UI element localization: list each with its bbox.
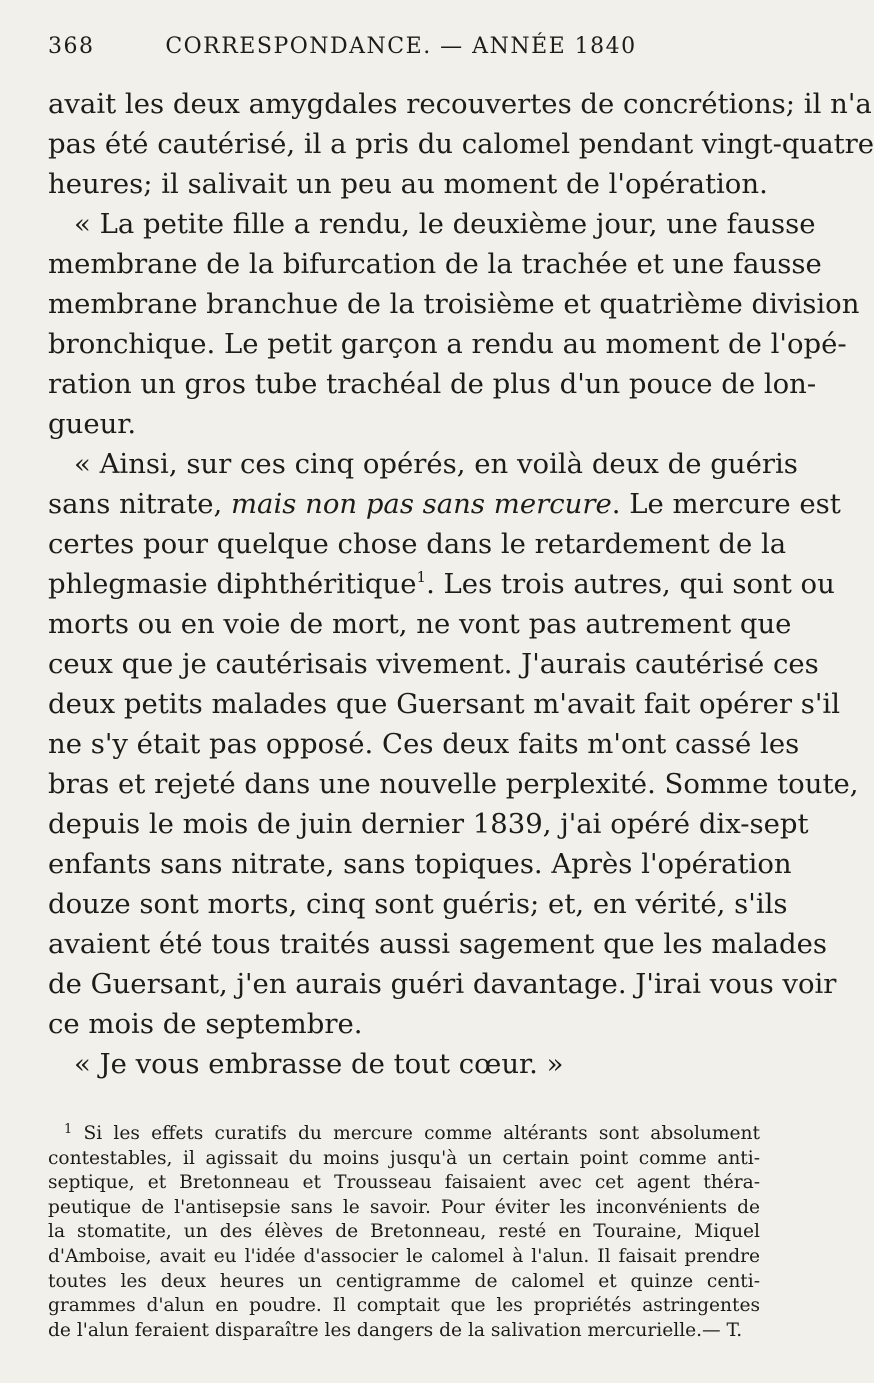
- footnote-line: la stomatite, un des élèves de Bretonneau, resté en Touraine, Miquel: [48, 1221, 760, 1243]
- text-line: phlegmasie diphthéritique$^1$. Les trois autres, qui sont ou: [48, 568, 835, 600]
- footnotes: [48, 1122, 760, 1343]
- text-line: ceux que je cautérisais vivement. J'aurais cautérisé ces: [48, 648, 819, 680]
- text-line: « Je vous embrasse de tout cœur. »: [74, 1048, 564, 1080]
- text-line: heures; il salivait un peu au moment de l'opération.: [48, 168, 768, 200]
- text-line: ce mois de septembre.: [48, 1008, 363, 1040]
- text-line: ration un gros tube trachéal de plus d'un pouce de lon-: [48, 368, 817, 400]
- text-line: gueur.: [48, 408, 137, 440]
- footnote-line: $^1$ Si les effets curatifs du mercure comme altérants sont absolument: [64, 1122, 760, 1144]
- footnote-line: toutes les deux heures un centigramme de calomel et quinze centi-: [48, 1270, 760, 1292]
- text-line: « Ainsi, sur ces cinq opérés, en voilà deux de guéris: [74, 448, 798, 480]
- text-line: depuis le mois de juin dernier 1839, j'ai opéré dix-sept: [48, 808, 809, 840]
- main-text: [48, 84, 874, 1084]
- text-line: ne s'y était pas opposé. Ces deux faits m'ont cassé les: [48, 728, 800, 760]
- text-line: enfants sans nitrate, sans topiques. Après l'opération: [48, 848, 792, 880]
- text-line: pas été cautérisé, il a pris du calomel pendant vingt-quatre: [48, 128, 874, 160]
- text-line: membrane de la bifurcation de la trachée et une fausse: [48, 248, 822, 280]
- footnote-marker: 1: [64, 1122, 73, 1137]
- running-title: CORRESPONDANCE. — ANNÉE 1840: [165, 34, 637, 59]
- text-line: de Guersant, j'en aurais guéri davantage. J'irai vous voir: [48, 968, 837, 1000]
- footnote-line: grammes d'alun en poudre. Il comptait que les propriétés astringentes: [48, 1295, 760, 1317]
- footnote-line: contestables, il agissait du moins jusqu'à un certain point comme anti-: [48, 1147, 760, 1169]
- text-line: certes pour quelque chose dans le retardement de la: [48, 528, 787, 560]
- text-line: membrane branchue de la troisième et quatrième division: [48, 288, 860, 320]
- footnote-line: peutique de l'antisepsie sans le savoir. Pour éviter les inconvénients de: [48, 1196, 760, 1218]
- footnote-line: septique, et Bretonneau et Trousseau faisaient avec cet agent théra-: [48, 1172, 760, 1194]
- footnote-ref: 1: [416, 568, 427, 586]
- footnote-line: d'Amboise, avait eu l'idée d'associer le calomel à l'alun. Il faisait prendre: [48, 1245, 760, 1267]
- text-line: sans nitrate, mais non pas sans mercure. Le mercure est: [48, 488, 841, 520]
- page-header: [48, 34, 754, 66]
- text-line: avaient été tous traités aussi sagement que les malades: [48, 928, 827, 960]
- page-number: 368: [48, 34, 95, 59]
- text-line: avait les deux amygdales recouvertes de concrétions; il n'a: [48, 88, 872, 120]
- text-line: « La petite fille a rendu, le deuxième jour, une fausse: [74, 208, 816, 240]
- text-line: deux petits malades que Guersant m'avait fait opérer s'il: [48, 688, 841, 720]
- footnote-line: de l'alun feraient disparaître les dangers de la salivation mercurielle.— T.: [48, 1319, 743, 1341]
- text-line: bras et rejeté dans une nouvelle perplexité. Somme toute,: [48, 768, 859, 800]
- text-line: bronchique. Le petit garçon a rendu au moment de l'opé-: [48, 328, 847, 360]
- text-line: morts ou en voie de mort, ne vont pas autrement que: [48, 608, 792, 640]
- italic-phrase: mais non pas sans mercure: [230, 488, 612, 520]
- text-line: douze sont morts, cinq sont guéris; et, en vérité, s'ils: [48, 888, 788, 920]
